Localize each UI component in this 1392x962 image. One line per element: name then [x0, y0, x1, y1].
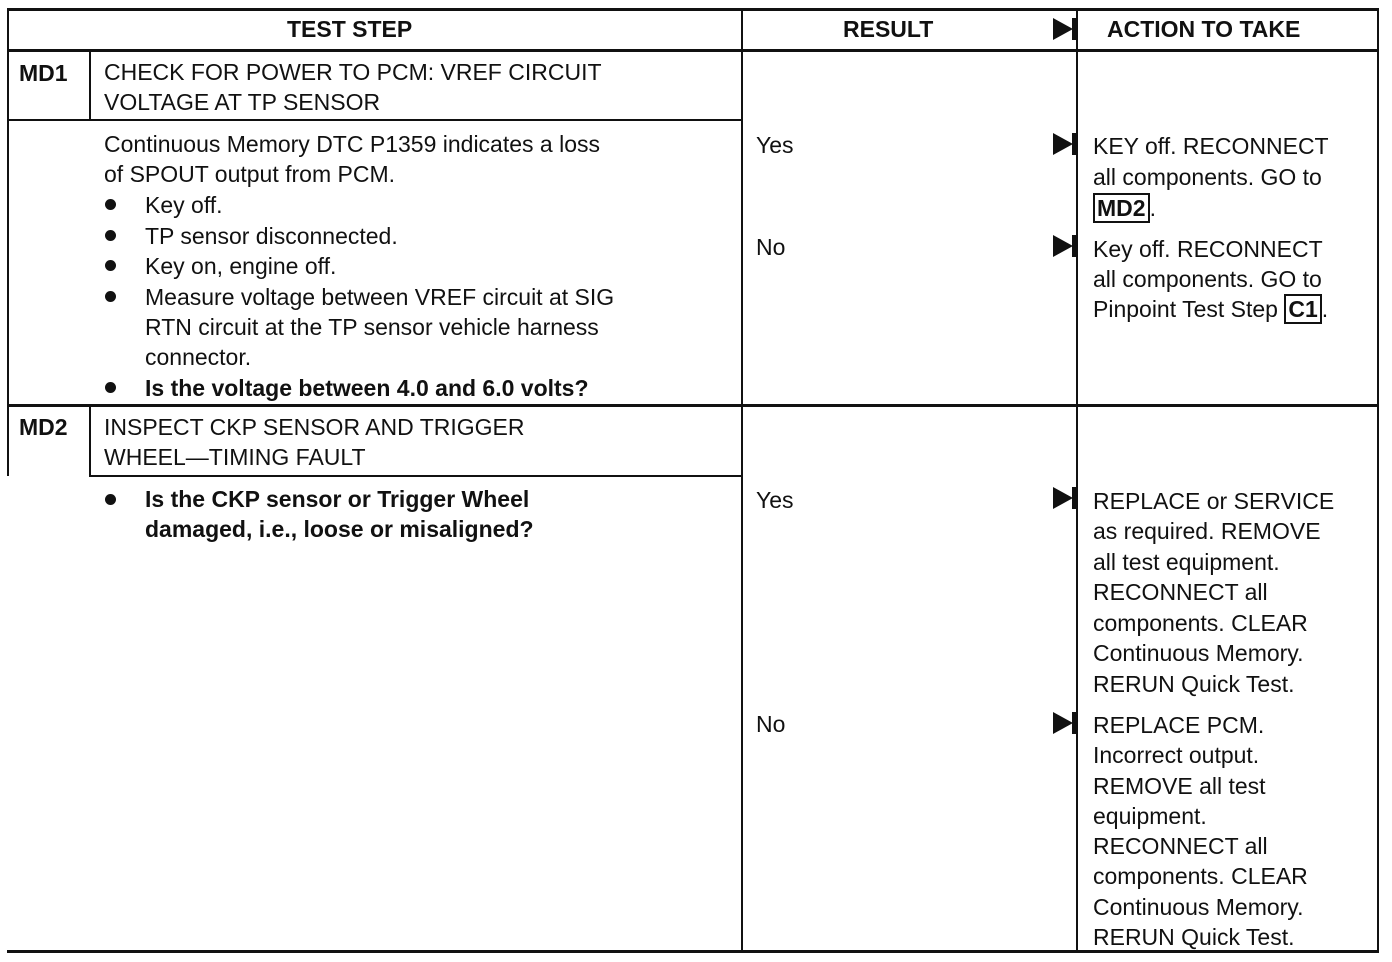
action-line: all components. GO to: [1093, 266, 1322, 292]
id-col-divider: [89, 52, 91, 120]
section-divider: [7, 404, 1379, 407]
action-line: Continuous Memory.: [1093, 640, 1304, 666]
step-title-line: WHEEL—TIMING FAULT: [104, 444, 366, 470]
action-line: KEY off. RECONNECT: [1093, 133, 1329, 159]
action-line: Key off. RECONNECT: [1093, 236, 1323, 262]
header-test-step: TEST STEP: [287, 16, 413, 42]
bullet-text: connector.: [145, 344, 252, 370]
header-bottom-rule: [7, 49, 1379, 52]
frame-top: [7, 8, 1379, 11]
action-line: Incorrect output.: [1093, 742, 1260, 768]
arrow-icon: [1053, 235, 1073, 257]
header-action: ACTION TO TAKE: [1107, 16, 1301, 42]
arrow-icon: [1053, 133, 1073, 155]
step-intro-line: of SPOUT output from PCM.: [104, 161, 396, 187]
action-line: Continuous Memory.: [1093, 894, 1304, 920]
bullet-text: Measure voltage between VREF circuit at SIG: [145, 284, 615, 310]
bullet-text: RTN circuit at the TP sensor vehicle harness: [145, 314, 599, 340]
action-suffix: .: [1321, 296, 1329, 322]
step-title-line: VOLTAGE AT TP SENSOR: [104, 89, 381, 115]
md2-left-border: [7, 404, 9, 476]
step-id-md1: MD1: [19, 60, 68, 86]
md1-title-rule: [7, 119, 743, 121]
step-id-md2: MD2: [19, 414, 68, 440]
action-line: components. CLEAR: [1093, 863, 1308, 889]
result-no: No: [756, 234, 786, 260]
step-intro-line: Continuous Memory DTC P1359 indicates a loss: [104, 131, 601, 157]
bullet-icon: [105, 291, 116, 302]
bullet-question: Is the voltage between 4.0 and 6.0 volts?: [145, 375, 589, 401]
action-line: RERUN Quick Test.: [1093, 924, 1295, 950]
action-line: all components. GO to: [1093, 164, 1322, 190]
header-arrow-icon: [1053, 18, 1073, 40]
action-prefix: Pinpoint Test Step: [1093, 296, 1285, 322]
md2-title-rule: [89, 475, 743, 477]
step-ref-md2[interactable]: MD2: [1093, 193, 1150, 223]
step-title-line: INSPECT CKP SENSOR AND TRIGGER: [104, 414, 525, 440]
result-yes: Yes: [756, 132, 794, 158]
bullet-question: damaged, i.e., loose or misaligned?: [145, 516, 534, 542]
bullet-icon: [105, 230, 116, 241]
action-line: all test equipment.: [1093, 549, 1280, 575]
arrow-icon: [1053, 712, 1073, 734]
bullet-icon: [105, 382, 116, 393]
bullet-icon: [105, 199, 116, 210]
action-line: RECONNECT all: [1093, 579, 1268, 605]
header-result: RESULT: [843, 16, 934, 42]
bullet-icon: [105, 260, 116, 271]
col-divider-result: [741, 8, 743, 953]
bullet-question: Is the CKP sensor or Trigger Wheel: [145, 486, 530, 512]
action-line: as required. REMOVE: [1093, 518, 1321, 544]
result-no: No: [756, 711, 786, 737]
action-goto-line: [1093, 193, 1156, 223]
step-title-line: CHECK FOR POWER TO PCM: VREF CIRCUIT: [104, 59, 602, 85]
result-yes: Yes: [756, 487, 794, 513]
action-line: equipment.: [1093, 803, 1207, 829]
step-ref-c1[interactable]: C1: [1284, 294, 1321, 324]
action-line: REPLACE PCM.: [1093, 712, 1265, 738]
action-line: RERUN Quick Test.: [1093, 671, 1295, 697]
bullet-text: Key on, engine off.: [145, 253, 337, 279]
bullet-icon: [105, 494, 116, 505]
col-divider-action: [1076, 8, 1078, 953]
id-col-divider-md2: [89, 407, 91, 475]
action-line: components. CLEAR: [1093, 610, 1308, 636]
frame-right: [1377, 8, 1379, 953]
action-goto-line: [1093, 294, 1328, 324]
bullet-text: TP sensor disconnected.: [145, 223, 398, 249]
arrow-icon: [1053, 487, 1073, 509]
action-line: REMOVE all test: [1093, 773, 1266, 799]
bullet-text: Key off.: [145, 192, 223, 218]
frame-left: [7, 8, 9, 410]
action-suffix: .: [1149, 195, 1156, 221]
action-line: REPLACE or SERVICE: [1093, 488, 1335, 514]
action-line: RECONNECT all: [1093, 833, 1268, 859]
